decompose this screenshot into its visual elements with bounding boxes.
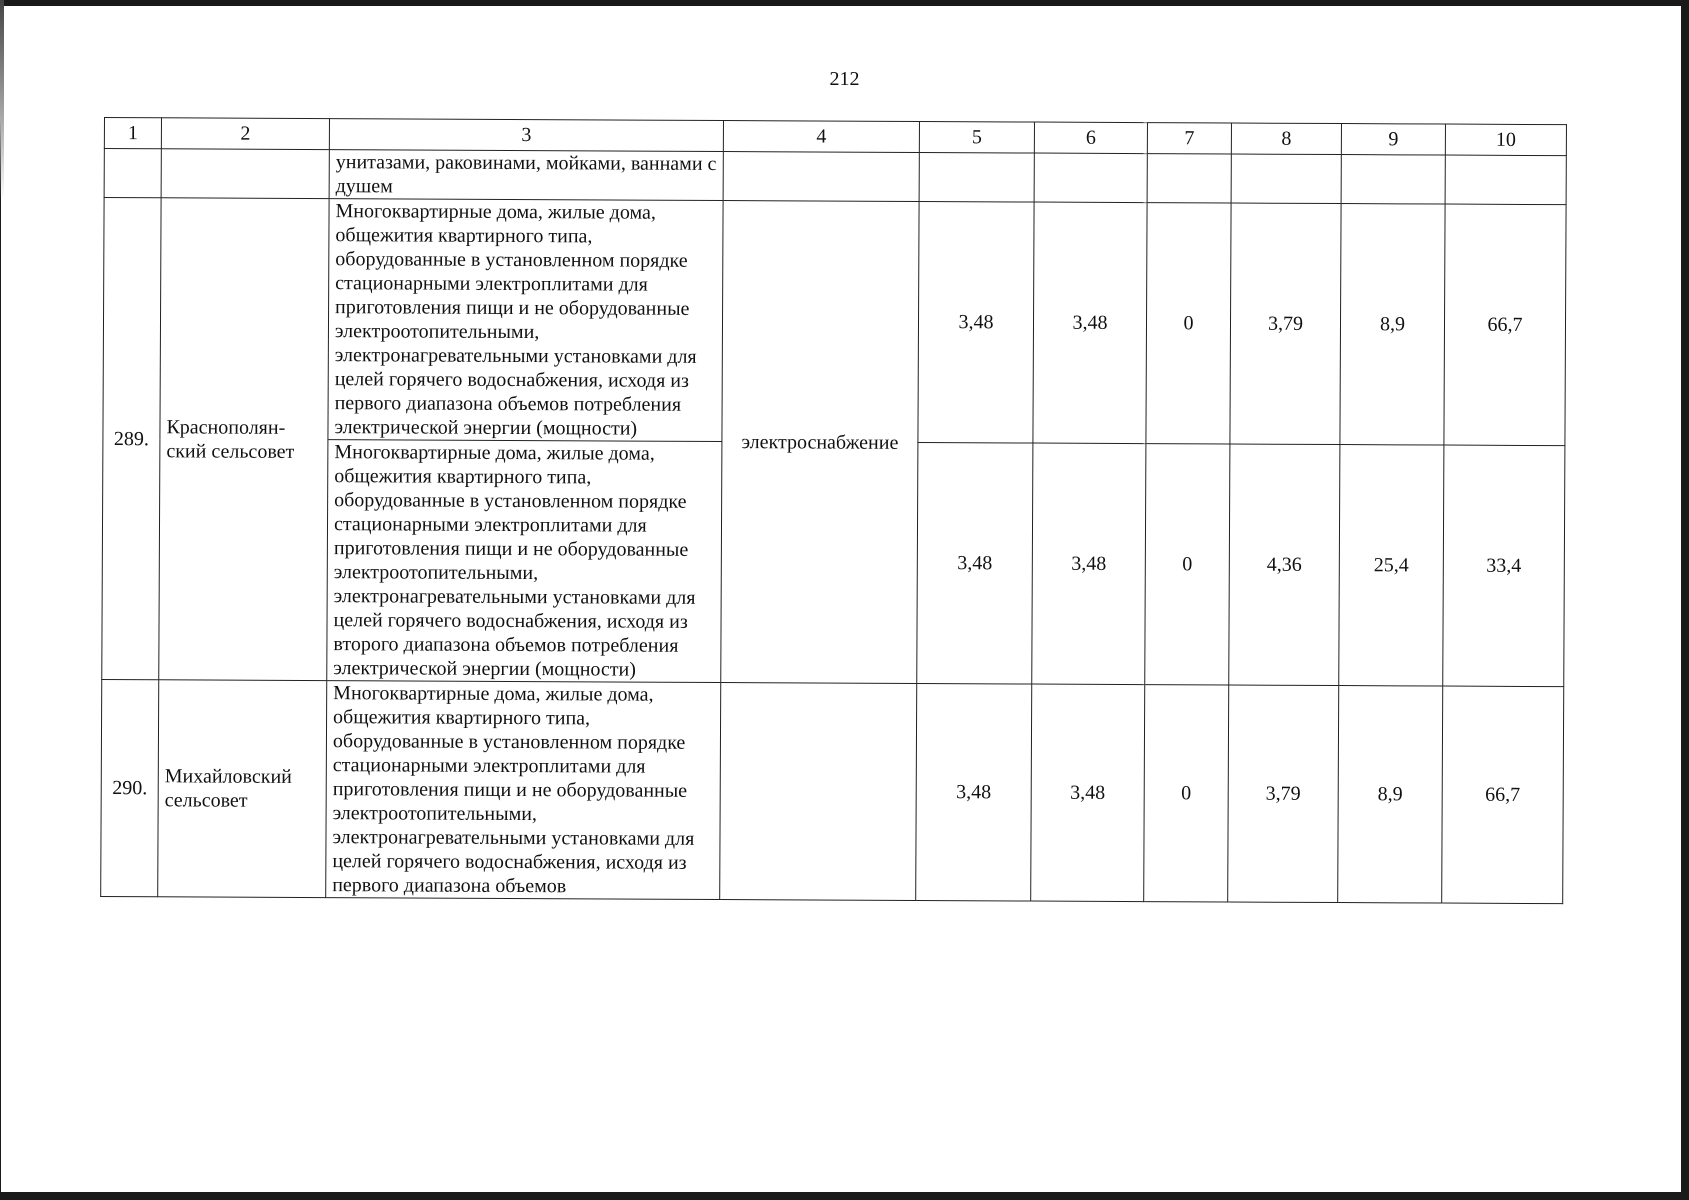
value-cell: 3,48 (917, 442, 1033, 684)
empty-cell (1034, 153, 1147, 203)
value-cell: 8,9 (1340, 204, 1445, 446)
value-cell: 4,36 (1229, 444, 1340, 686)
page-number: 212 (829, 68, 860, 90)
empty-cell (104, 149, 161, 198)
column-header: 4 (723, 121, 919, 153)
value-cell: 3,48 (918, 201, 1034, 443)
empty-cell (1341, 155, 1445, 205)
value-cell: 0 (1146, 203, 1231, 444)
empty-cell (1147, 154, 1231, 203)
value-cell: 3,48 (1032, 443, 1146, 685)
description-cell: Многоквартирные дома, жилые дома, общежития квартирного типа, оборудованные в установленном порядке стационарными электроплитами для приготовления пищи и не оборудованные электроотопительными, электронагревательными установками для целей горячего водоснабжения, исходя из первого диапазона объемов потребления электрической энергии (мощности) (328, 199, 723, 442)
empty-cell (919, 152, 1034, 202)
settlement-name: Михайловский сельсовет (158, 680, 327, 898)
continuation-row (104, 149, 1566, 205)
empty-cell (1231, 154, 1341, 204)
description-cell: унитазами, раковинами, мойками, ваннами с душем (329, 150, 723, 201)
row-number: 289. (102, 198, 161, 680)
value-cell: 8,9 (1338, 686, 1443, 904)
table-row (101, 679, 1564, 903)
column-header: 9 (1341, 124, 1445, 156)
value-cell: 0 (1144, 685, 1229, 902)
description-cell: Многоквартирные дома, жилые дома, общежития квартирного типа, оборудованные в установленном порядке стационарными электроплитами для приготовления пищи и не оборудованные электроотопительными, электронагревательными установками для целей горячего водоснабжения, исходя из второго диапазона объемов потребления электрической энергии (мощности) (327, 440, 722, 683)
value-cell: 3,79 (1228, 685, 1339, 903)
empty-cell (161, 149, 329, 199)
value-cell: 3,48 (1033, 202, 1147, 444)
value-cell: 3,48 (1031, 684, 1145, 902)
service-type: электроснабжение (721, 201, 919, 684)
norms-table (100, 117, 1567, 904)
settlement-name: Краснополян-ский сельсовет (159, 198, 329, 681)
column-header: 3 (329, 119, 723, 152)
value-cell: 3,79 (1230, 203, 1341, 445)
column-header: 1 (104, 118, 161, 149)
column-header: 8 (1231, 123, 1341, 155)
empty-cell (1445, 155, 1566, 205)
value-cell: 3,48 (916, 683, 1032, 901)
value-cell: 25,4 (1339, 445, 1444, 687)
service-type (720, 683, 917, 901)
column-header: 10 (1445, 124, 1566, 156)
row-number: 290. (101, 679, 159, 896)
value-cell: 0 (1145, 444, 1230, 685)
column-header: 2 (161, 118, 329, 150)
column-header: 7 (1147, 123, 1231, 154)
value-cell: 66,7 (1444, 204, 1566, 446)
value-cell: 66,7 (1442, 686, 1564, 904)
value-cell: 33,4 (1443, 445, 1565, 687)
empty-cell (723, 152, 919, 202)
column-header: 5 (919, 121, 1034, 153)
table-row (103, 198, 1566, 446)
scan-edge-shadow (0, 0, 4, 200)
description-cell: Многоквартирные дома, жилые дома, общежития квартирного типа, оборудованные в установленном порядке стационарными электроплитами для приготовления пищи и не оборудованные электроотопительными, электронагревательными установками для целей горячего водоснабжения, исходя из первого диапазона объемов (326, 681, 721, 900)
column-header: 6 (1034, 122, 1147, 154)
